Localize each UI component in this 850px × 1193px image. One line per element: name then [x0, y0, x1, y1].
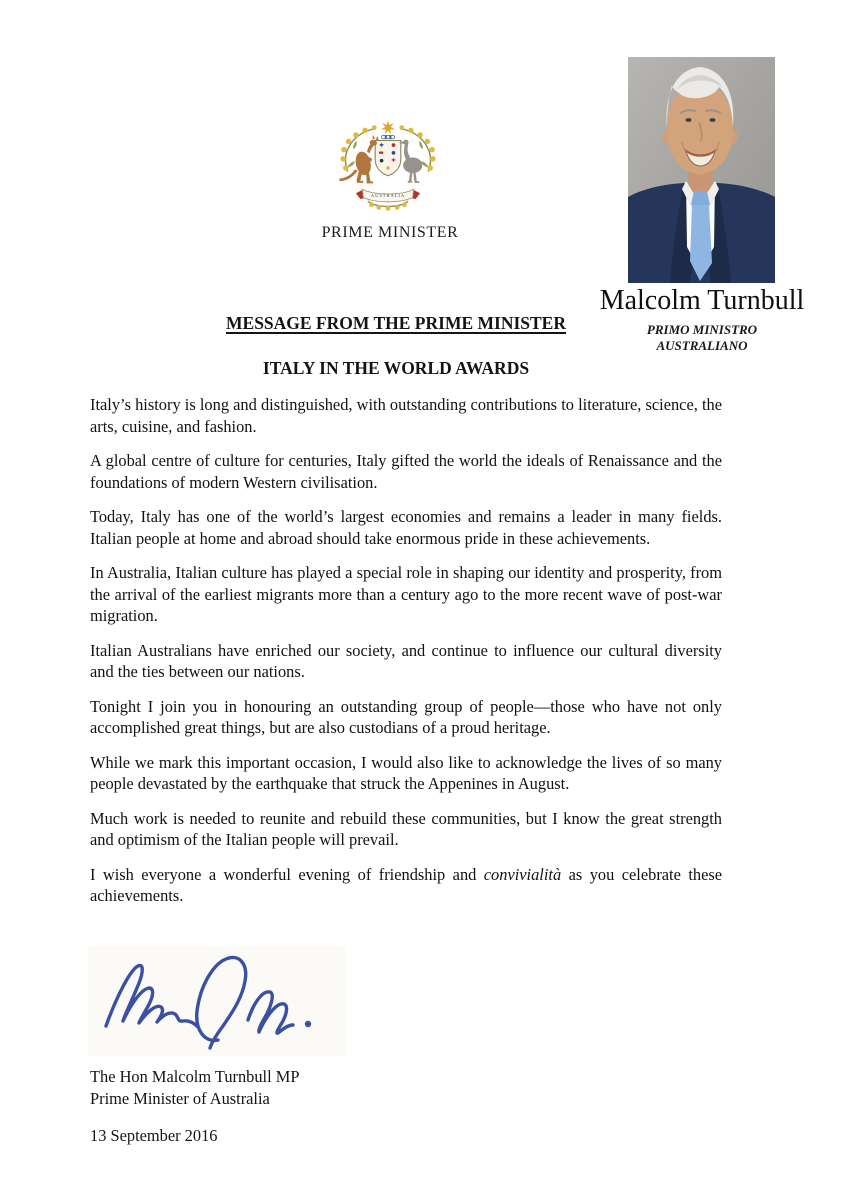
crest-shield — [375, 141, 401, 176]
message-heading: MESSAGE FROM THE PRIME MINISTER — [226, 313, 566, 333]
crest-banner-text: AUSTRALIA — [370, 192, 406, 198]
body-paragraph: Much work is needed to reunite and rebuild these communities, but I know the great strength and optimism of the Italian people will prevail. — [90, 808, 722, 849]
tie-knot-shade — [691, 191, 710, 205]
body-paragraph: A global centre of culture for centuries, Italy gifted the world the ideals of Renaissance and the foundations of modern Western civilisation. — [90, 451, 722, 492]
signature-strokes — [106, 958, 293, 1048]
emu-icon — [398, 140, 422, 183]
body-paragraph: In Australia, Italian culture has played a special role in shaping our identity and prosperity, from the arrival of the earliest migrants more than a century ago to the more recent wave of post-war migration. — [90, 563, 722, 625]
torse-stripe — [385, 136, 387, 139]
italian-word: convivialità — [483, 864, 562, 884]
torse-stripe — [389, 136, 391, 139]
crest-torse — [382, 135, 395, 138]
body-paragraph-final: I wish everyone a wonderful evening of friendship and convivialità as you celebrate these achievements. — [90, 864, 722, 905]
signoff-block — [90, 1066, 299, 1110]
event-heading: ITALY IN THE WORLD AWARDS — [262, 358, 530, 378]
signoff-name: The Hon Malcolm Turnbull MP — [90, 1067, 300, 1086]
eye — [710, 118, 716, 122]
letterhead-department-label: PRIME MINISTER — [321, 224, 459, 241]
body-paragraph: While we mark this important occasion, I would also like to acknowledge the lives of so many people devastated by the earthquake that struck the Appenines in August. — [90, 752, 722, 793]
letter-body — [90, 394, 722, 920]
eye — [686, 118, 692, 122]
body-paragraph: Tonight I join you in honouring an outstanding group of people—those who have not only accomplished great things, but are also custodians of a proud heritage. — [90, 696, 722, 737]
pm-name-caption: Malcolm Turnbull — [599, 285, 805, 316]
signoff-title: Prime Minister of Australia — [90, 1089, 270, 1108]
body-paragraph: Italian Australians have enriched our society, and continue to influence our cultural diversity and the ties between our nations. — [90, 640, 722, 681]
pm-portrait-photo — [628, 57, 775, 283]
pm-title-line2: AUSTRALIANO — [656, 338, 748, 353]
body-paragraph: Today, Italy has one of the world’s largest economies and remains a leader in many fields. Italian people at home and abroad should take enormous pride in these achievements. — [90, 507, 722, 548]
pm-title-line1: PRIMO MINISTRO — [646, 322, 758, 337]
australian-coat-of-arms-icon — [333, 120, 443, 216]
body-paragraph: Italy’s history is long and distinguished, with outstanding contributions to literature, science, the arts, cuisine, and fashion. — [90, 395, 722, 436]
letter-date: 13 September 2016 — [90, 1126, 218, 1145]
signature-dot — [305, 1021, 311, 1027]
signature — [96, 950, 336, 1054]
commonwealth-star-icon — [381, 120, 395, 134]
